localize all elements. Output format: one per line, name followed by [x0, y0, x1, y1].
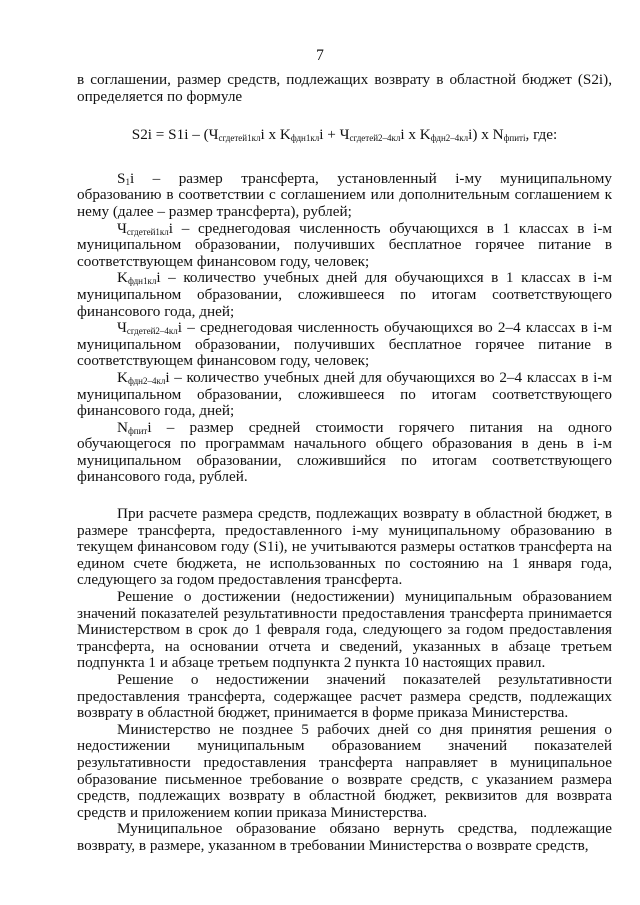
definition-children-1st-grade: $Ч_{сгдетей1кл}i$ – среднегодовая численность обучающихся в 1 классах в i-м муниципальном образовании, получивших бесплатное горячее питание в соответствующем финансовом году, человек;	[77, 219, 612, 270]
document-body	[77, 72, 612, 855]
paragraph-decision-achievement: Решение о достижении (недостижении) муниципальным образованием значений показателей результативности предоставления трансферта принимается Министерством в срок до 1 февраля года, следующего за годом предоставления трансферта, на основании отчета и сведений, указанных в абзаце третьем подпункта 1 и абзаце третьем подпункта 2 пункта 10 настоящих правил.	[77, 588, 612, 672]
definition-days-1st-grade: $K_{фдн1кл}i$ – количество учебных дней для обучающихся в 1 классах в i-м муниципальном образовании, сложившееся по итогам соответствующего финансового года, дней;	[77, 269, 612, 320]
formula: $S2i = S1i - (Ч_{сгдетей1кл}i$ x $K_{фдн1кл}i + Ч_{сгдетей2-4кл}i$ x $K_{фдн2-4кл}i$) x $N_{фпитi}$, где:	[131, 126, 558, 144]
intro-paragraph: в соглашении, размер средств, подлежащих возврату в областной бюджет (S2i), определяется по формуле	[77, 71, 612, 105]
paragraph-decision-non-achievement: Решение о недостижении значений показателей результативности предоставления трансферта, содержащее расчет размера средств, подлежащих возврату в областной бюджет, принимается в форме приказа Министерства.	[77, 671, 612, 722]
definition-meal-cost: $N_{фпит}i$ – размер средней стоимости горячего питания на одного обучающегося по программам начального общего образования в день в i-м муниципальном образовании, сложившийся по итогам соответствующего финансового года, рублей.	[77, 418, 612, 486]
page-number: 7	[316, 47, 324, 64]
paragraph-return-obligation: Муниципальное образование обязано вернуть средства, подлежащие возврату, в размере, указанном в требовании Министерства о возврате средств,	[77, 820, 612, 854]
definition-days-2-4-grade: $K_{фдн2-4кл}i$ – количество учебных дней для обучающихся во 2–4 классах в i-м муниципальном образовании, сложившееся по итогам соответствующего финансового года, дней;	[77, 368, 612, 420]
definition-s1: $S_1i$ – размер трансферта, установленный i-му муниципальному образованию в соответствии с соглашением или дополнительным соглашением к нему (далее – размер трансферта), рублей;	[77, 169, 612, 220]
paragraph-calculation: При расчете размера средств, подлежащих возврату в областной бюджет, в размере трансферта, предоставленного i-му муниципальному образованию в текущем финансовом году (S1i), не учитываются размеры остатков трансферта на едином счете бюджета, не использованных по состоянию на 1 января года, следующего за годом предоставления трансферта.	[77, 505, 612, 589]
definition-children-2-4-grade: $Ч_{сгдетей2-4кл}i$ – среднегодовая численность обучающихся во 2–4 классах в i-м муниципальном образовании, получивших бесплатное горячее питание в соответствующем финансовом году, человек;	[77, 319, 612, 370]
paragraph-ministry-notice: Министерство не позднее 5 рабочих дней со дня принятия решения о недостижении муниципальным образованием значений показателей результативности предоставления трансферта направляет в муниципальное образование письменное требование о возврате средств, с указанием размера средств, подлежащих возврату в областной бюджет, реквизитов для возврата средств и приложением копии приказа Министерства.	[77, 720, 612, 821]
